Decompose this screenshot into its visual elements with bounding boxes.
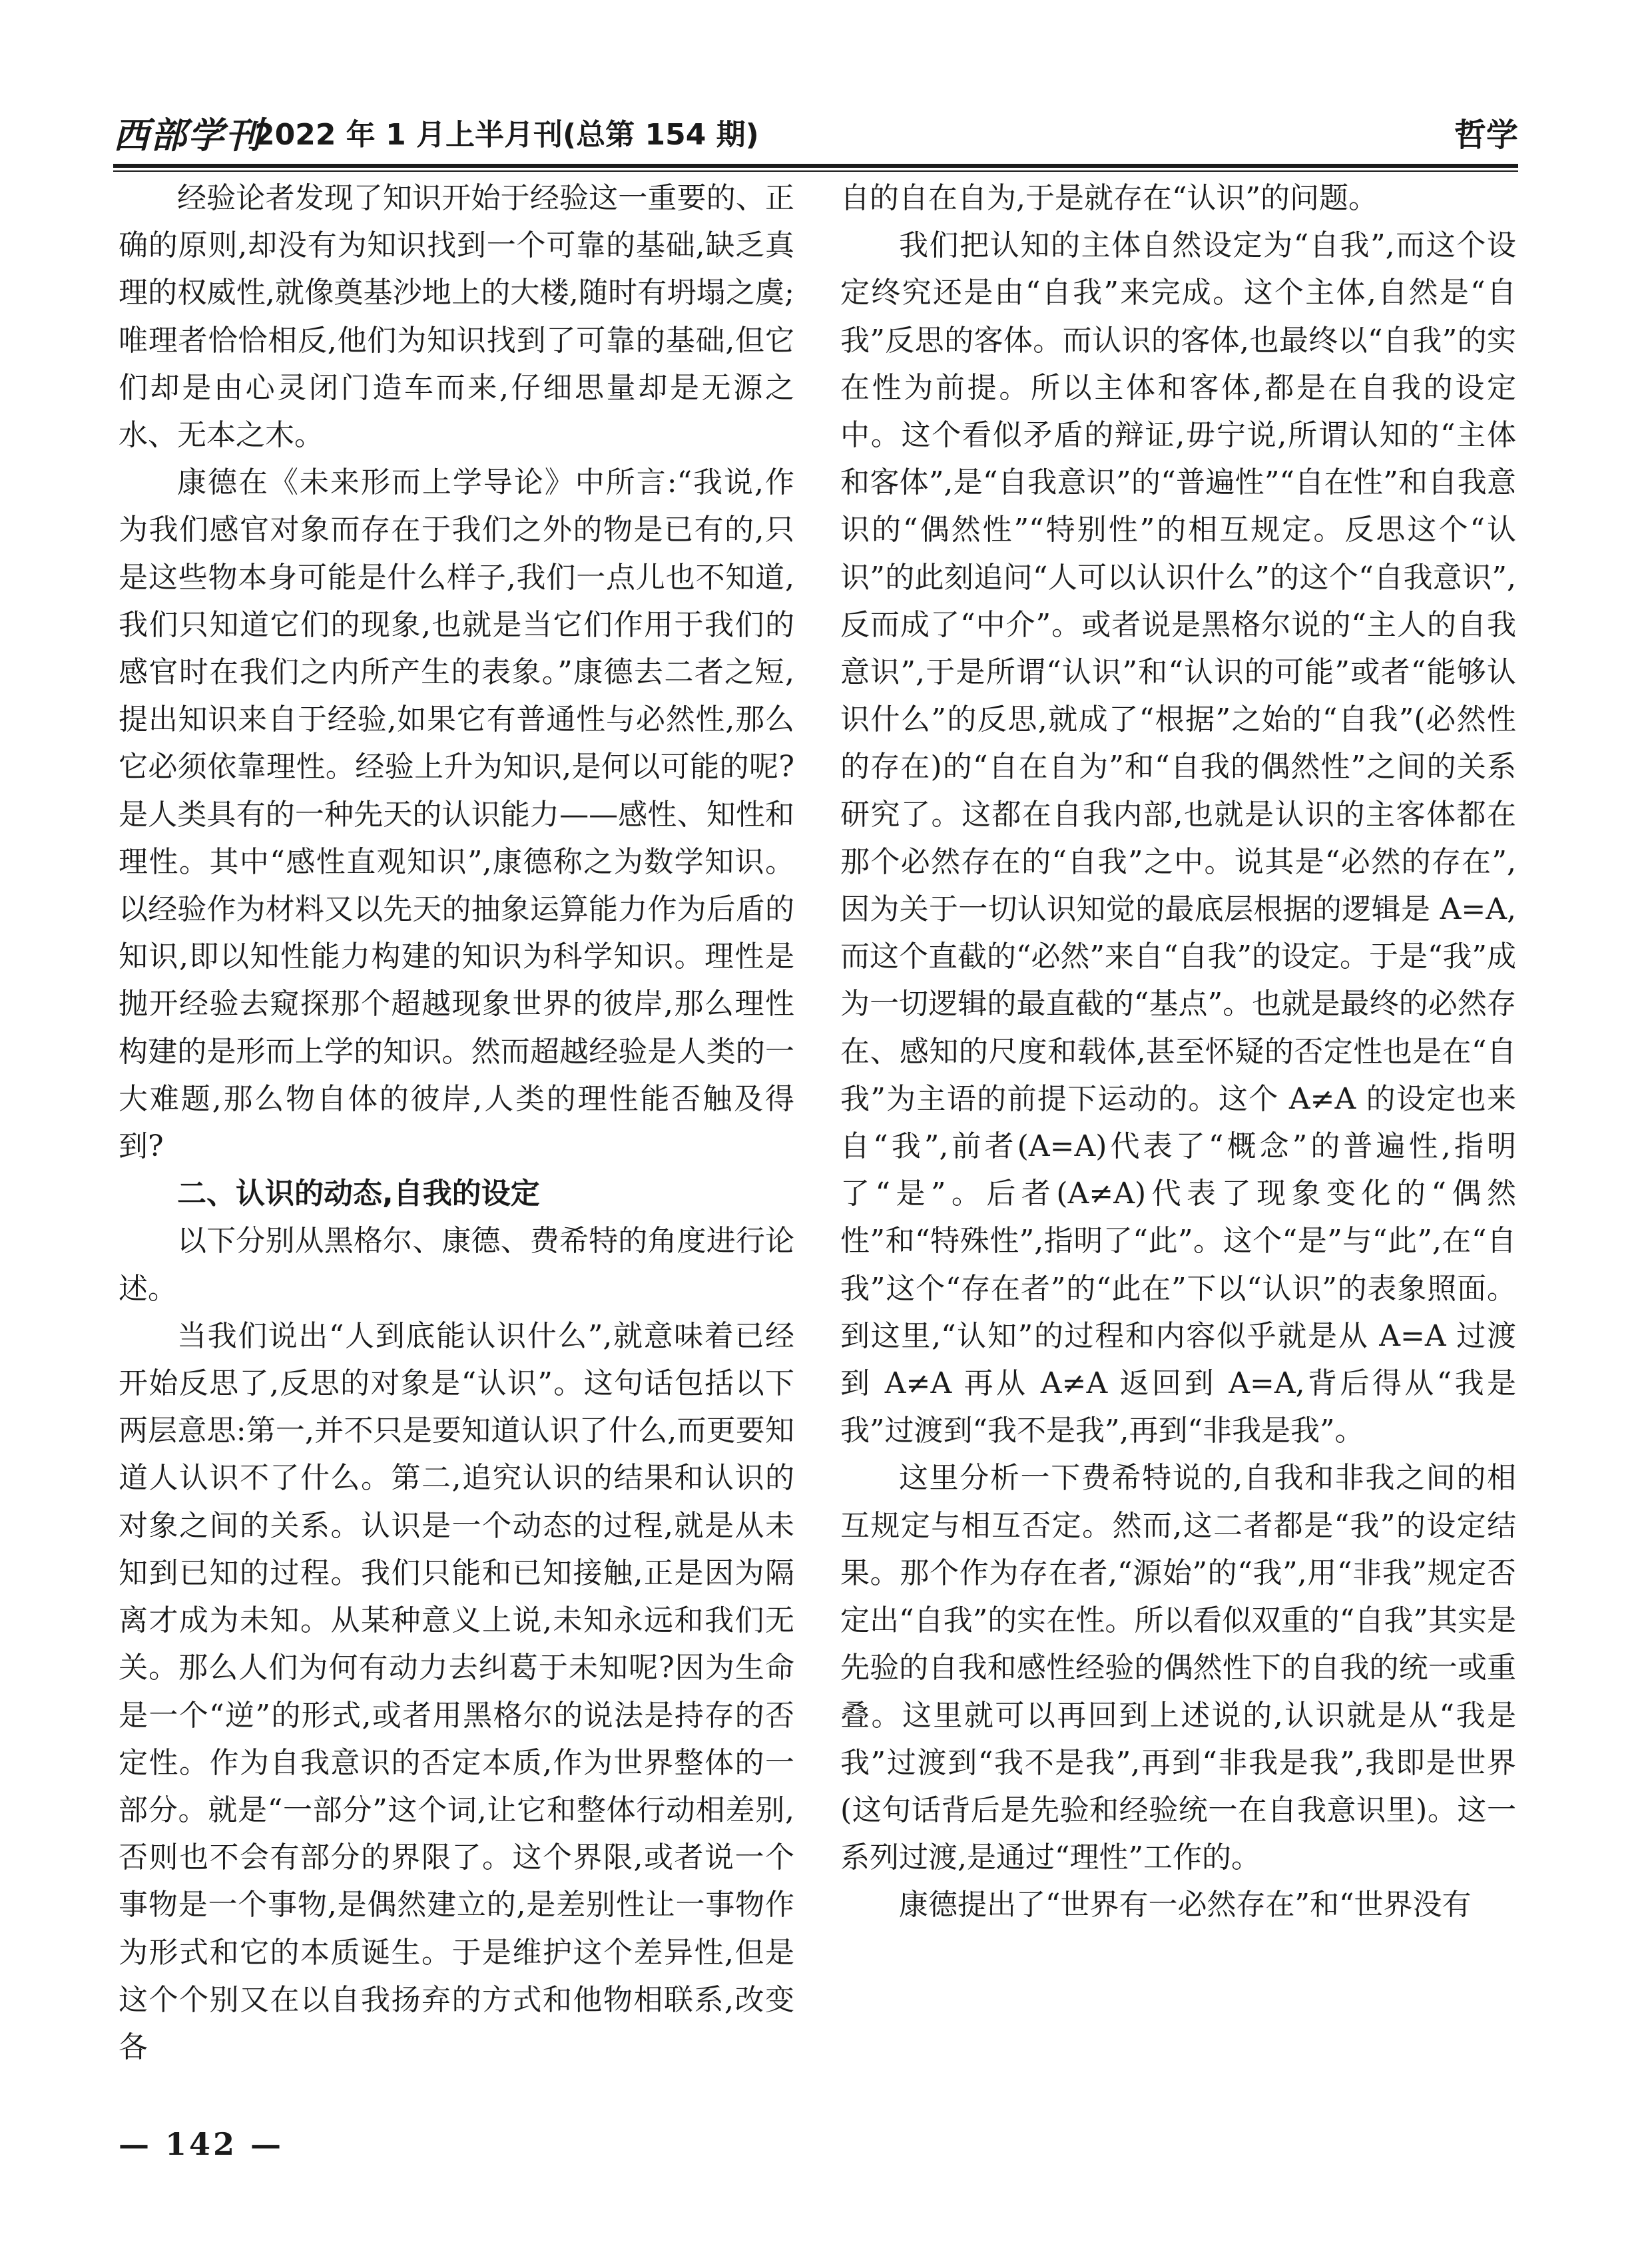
paragraph: 以下分别从黑格尔、康德、费希特的角度进行论述。 — [119, 1224, 794, 1306]
page-number: — 142 — — [119, 2126, 284, 2162]
paragraph: 我们把认知的主体自然设定为“自我”,而这个设定终究还是由“自我”来完成。这个主体,自然是“自我”反思的客体。而认识的客体,也最终以“自我”的实在性为前提。所以主体和客体,都是在自我的设定中。这个看似矛盾的辩证,毋宁说,所谓认知的“主体和客体”,是“自我意识”的“普遍性”“自在性”和自我意识的“偶然性”“特别性”的相互规定。反思这个“认识”的此刻追问“人可以认识什么”的这个“自我意识”,反而成了“中介”。或者说是黑格尔说的“主人的自我意识”,于是所谓“认识”和“认识的可能”或者“能够认识什么”的反思,就成了“根据”之始的“自我”(必然性的存在)的“自在自为”和“自我的偶然性”之间的关系研究了。这都在自我内部,也就是认识的主客体都在那个必然存在的“自我”之中。说其是“必然的存在”,因为关于一切认识知觉的最底层根据的逻辑是 A=A,而这个直截的“必然”来自“自我”的设定。于是“我”成为一切逻辑的最直截的“基点”。也就是最终的必然存在、感知的尺度和载体,甚至怀疑的否定性也是在“自我”为主语的前提下运动的。这个 A≠A 的设定也来自“我”,前者(A=A)代表了“概念”的普遍性,指明了“是”。后者(A≠A)代表了现象变化的“偶然性”和“特殊性”,指明了“此”。这个“是”与“此”,在“自我”这个“存在者”的“此在”下以“认识”的表象照面。到这里,“认知”的过程和内容似乎就是从 A=A 过渡到 A≠A 再从 A≠A 返回到 A=A,背后得从“我是我”过渡到“我不是我”,再到“非我是我”。 — [840, 228, 1516, 1448]
running-header — [113, 112, 1518, 158]
section-label: 哲学 — [1454, 117, 1518, 154]
paragraph: 康德在《未来形而上学导论》中所言:“我说,作为我们感官对象而存在于我们之外的物是已有的,只是这些物本身可能是什么样子,我们一点儿也不知道,我们只知道它们的现象,也就是当它们作用于我们的感官时在我们之内所产生的表象。”康德去二者之短,提出知识来自于经验,如果它有普通性与必然性,那么它必须依靠理性。经验上升为知识,是何以可能的呢?是人类具有的一种先天的认识能力——感性、知性和理性。其中“感性直观知识”,康德称之为数学知识。以经验作为材料又以先天的抽象运算能力作为后盾的知识,即以知性能力构建的知识为科学知识。理性是抛开经验去窥探那个超越现象世界的彼岸,那么理性构建的是形而上学的知识。然而超越经验是人类的一大难题,那么物自体的彼岸,人类的理性能否触及得到? — [119, 465, 794, 1164]
right-column — [840, 174, 1516, 1929]
paragraph: 当我们说出“人到底能认识什么”,就意味着已经开始反思了,反思的对象是“认识”。这句话包括以下两层意思:第一,并不只是要知道认识了什么,而更要知道人认识不了什么。第二,追究认识的结果和认识的对象之间的关系。认识是一个动态的过程,就是从未知到已知的过程。我们只能和已知接触,正是因为隔离才成为未知。从某种意义上说,未知永远和我们无关。那么人们为何有动力去纠葛于未知呢?因为生命是一个“逆”的形式,或者用黑格尔的说法是持存的否定性。作为自我意识的否定本质,作为世界整体的一部分。就是“一部分”这个词,让它和整体行动相差别,否则也不会有部分的界限了。这个界限,或者说一个事物是一个事物,是偶然建立的,是差别性让一事物作为形式和它的本质诞生。于是维护这个差异性,但是这个个别又在以自我扬弃的方式和他物相联系,改变各 — [119, 1318, 794, 2064]
section-heading: 二、认识的动态,自我的设定 — [177, 1177, 540, 1211]
journal-logo: 西部学刊 — [113, 114, 262, 156]
paragraph-continued: 自的自在自为,于是就存在“认识”的问题。 — [840, 181, 1378, 215]
paragraph: 这里分析一下费希特说的,自我和非我之间的相互规定与相互否定。然而,这二者都是“我”的设定结果。那个作为存在者,“源始”的“我”,用“非我”规定否定出“自我”的实在性。所以看似双重的“自我”其实是先验的自我和感性经验的偶然性下的自我的统一或重叠。这里就可以再回到上述说的,认识就是从“我是我”过渡到“我不是我”,再到“非我是我”,我即是世界(这句话背后是先验和经验统一在自我意识里)。这一系列过渡,是通过“理性”工作的。 — [840, 1461, 1516, 1875]
issue-info: 2022 年 1 月上半月刊(总第 154 期) — [254, 118, 759, 152]
header-rule-thin — [113, 170, 1518, 172]
paragraph: 经验论者发现了知识开始于经验这一重要的、正确的原则,却没有为知识找到一个可靠的基础,缺乏真理的权威性,就像奠基沙地上的大楼,随时有坍塌之虞;唯理者恰恰相反,他们为知识找到了可靠的基础,但它们却是由心灵闭门造车而来,仔细思量却是无源之水、无本之木。 — [119, 181, 794, 453]
left-column — [119, 174, 794, 2071]
header-rule-thick — [113, 164, 1518, 168]
paragraph: 康德提出了“世界有一必然存在”和“世界没有 — [899, 1888, 1472, 1922]
